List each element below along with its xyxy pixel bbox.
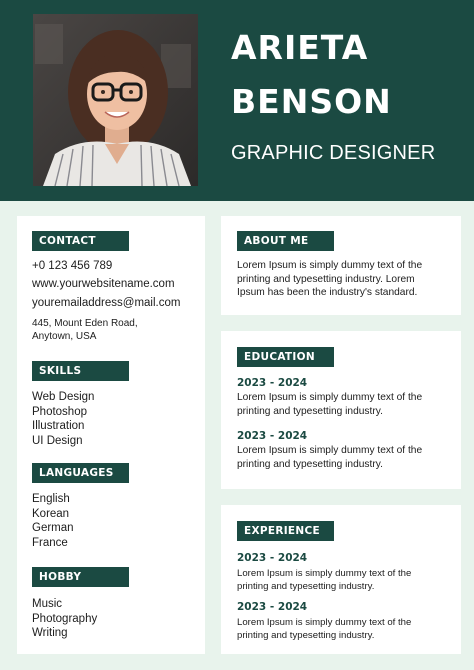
experience-years: 2023 - 2024: [237, 552, 308, 564]
languages-list: [32, 492, 74, 550]
skills-list: [32, 390, 94, 448]
skill-item: Photoshop: [32, 405, 87, 418]
skills-heading: SKILLS: [32, 361, 129, 381]
experience-description: [237, 616, 449, 642]
hobby-item: Music: [32, 598, 63, 610]
languages-heading: LANGUAGES: [32, 463, 129, 483]
experience-description: [237, 567, 449, 593]
last-name: BENSON: [231, 82, 392, 121]
skill-item: Web Design: [32, 391, 95, 403]
header-banner: [0, 0, 474, 201]
education-years: 2023 - 2024: [237, 430, 308, 442]
profile-photo: [33, 14, 198, 186]
experience-years: 2023 - 2024: [237, 601, 308, 613]
experience-line: printing and typesetting industry.: [237, 630, 375, 641]
education-years: 2023 - 2024: [237, 377, 308, 389]
language-item: English: [32, 493, 70, 505]
contact-phone: +0 123 456 789: [32, 260, 113, 272]
experience-line: printing and typesetting industry.: [237, 581, 375, 592]
hobby-list: [32, 597, 97, 641]
education-line: Lorem Ipsum is simply dummy text of the: [237, 392, 423, 403]
education-line: Lorem Ipsum is simply dummy text of the: [237, 445, 423, 456]
language-item: Korean: [32, 507, 70, 520]
hobby-heading: HOBBY: [32, 567, 129, 587]
contact-website: www.yourwebsitename.com: [32, 278, 175, 290]
education-description: [237, 444, 449, 471]
language-item: German: [32, 522, 74, 534]
about-text: [237, 259, 449, 300]
hobby-item: Writing: [32, 627, 68, 639]
about-heading: ABOUT ME: [237, 231, 334, 251]
education-description: [237, 391, 449, 418]
job-title: GRAPHIC DESIGNER: [231, 142, 436, 164]
about-line: Ipsum has been the industry's standard.: [237, 287, 418, 298]
education-line: printing and typesetting industry.: [237, 458, 383, 470]
experience-line: Lorem Ipsum is simply dummy text of the: [237, 568, 412, 579]
first-name: ARIETA: [231, 28, 369, 67]
about-line: Lorem Ipsum is simply dummy text of the: [237, 260, 423, 271]
contact-address-line2: Anytown, USA: [32, 331, 97, 342]
hobby-item: Photography: [32, 612, 98, 625]
contact-heading: CONTACT: [32, 231, 129, 251]
education-line: printing and typesetting industry.: [237, 405, 383, 417]
about-line: printing and typesetting industry. Lorem: [237, 273, 415, 285]
skill-item: UI Design: [32, 434, 83, 447]
education-heading: EDUCATION: [237, 347, 334, 367]
contact-address-line1: 445, Mount Eden Road,: [32, 318, 138, 329]
experience-heading: EXPERIENCE: [237, 521, 334, 541]
portrait-image: [33, 14, 198, 186]
language-item: France: [32, 536, 68, 549]
skill-item: Illustration: [32, 420, 85, 432]
contact-email: youremailaddress@mail.com: [32, 297, 181, 309]
experience-line: Lorem Ipsum is simply dummy text of the: [237, 617, 412, 628]
